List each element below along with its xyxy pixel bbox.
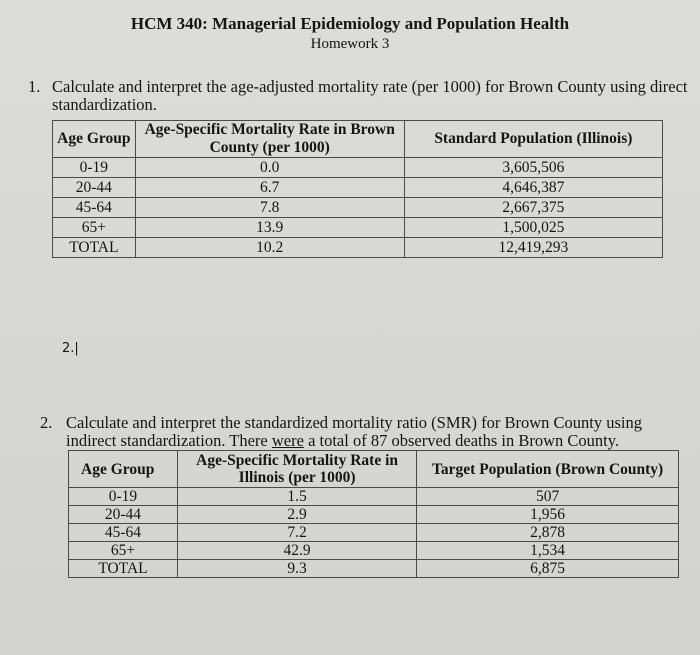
population-cell: 6,875 <box>417 560 679 578</box>
direct-standardization-table <box>52 120 663 258</box>
population-cell: 1,956 <box>417 506 679 524</box>
question-1-text: Calculate and interpret the age-adjusted mortality rate (per 1000) for Brown County using direct standardization. <box>52 77 688 114</box>
population-cell: 12,419,293 <box>404 238 662 258</box>
col-header-age-group: Age Group <box>53 121 136 158</box>
col-header-brown-rate: Age-Specific Mortality Rate in Brown County (per 1000) <box>135 121 404 158</box>
underlined-word: were <box>271 431 304 450</box>
question-2-text-part2: a total of 87 observed deaths in Brown County. <box>303 431 620 450</box>
rate-cell: 7.2 <box>177 524 416 542</box>
col-header-illinois-rate: Age-Specific Mortality Rate in Illinois (per 1000) <box>177 451 416 488</box>
table-row <box>69 524 679 542</box>
question-2-text <box>66 414 691 450</box>
age-group-cell: 65+ <box>69 542 178 560</box>
population-cell: 1,534 <box>417 542 679 560</box>
table-header-row <box>53 121 663 158</box>
age-group-cell: TOTAL <box>53 238 136 258</box>
rate-cell: 0.0 <box>135 158 404 178</box>
question-2-number: 2. <box>40 413 53 432</box>
population-cell: 507 <box>417 488 679 506</box>
population-cell: 2,667,375 <box>404 198 662 218</box>
table-header-row <box>69 451 679 488</box>
document-title: HCM 340: Managerial Epidemiology and Population Health <box>130 14 570 33</box>
col-header-target-pop: Target Population (Brown County) <box>417 451 679 488</box>
age-group-cell: 0-19 <box>53 158 136 178</box>
population-cell: 2,878 <box>417 524 679 542</box>
table-row <box>69 560 679 578</box>
rate-cell: 1.5 <box>177 488 416 506</box>
age-group-cell: 0-19 <box>69 488 178 506</box>
document-subtitle: Homework 3 <box>310 36 390 52</box>
age-group-cell: 65+ <box>53 218 136 238</box>
rate-cell: 9.3 <box>177 560 416 578</box>
table-row <box>53 218 663 238</box>
population-cell: 1,500,025 <box>404 218 662 238</box>
rate-cell: 42.9 <box>177 542 416 560</box>
rate-cell: 2.9 <box>177 506 416 524</box>
rate-cell: 10.2 <box>135 238 404 258</box>
age-group-cell: 45-64 <box>69 524 178 542</box>
question-1-number: 1. <box>28 77 41 96</box>
age-group-cell: 20-44 <box>53 178 136 198</box>
table-row <box>53 198 663 218</box>
population-cell: 3,605,506 <box>404 158 662 178</box>
population-cell: 4,646,387 <box>404 178 662 198</box>
indirect-standardization-table <box>68 450 679 578</box>
rate-cell: 6.7 <box>135 178 404 198</box>
col-header-age-group: Age Group <box>69 451 178 488</box>
table-row <box>53 238 663 258</box>
rate-cell: 7.8 <box>135 198 404 218</box>
age-group-cell: TOTAL <box>69 560 178 578</box>
rate-cell: 13.9 <box>135 218 404 238</box>
col-header-standard-pop: Standard Population (Illinois) <box>404 121 662 158</box>
handwritten-note: 2.| <box>62 341 79 356</box>
table-row <box>53 178 663 198</box>
table-row <box>69 488 679 506</box>
question-2-text-part1: Calculate and interpret the standardized mortality ratio (SMR) for Brown County using indirect standardization. There <box>66 413 642 450</box>
table-row <box>69 542 679 560</box>
age-group-cell: 45-64 <box>53 198 136 218</box>
table-row <box>69 506 679 524</box>
table-row <box>53 158 663 178</box>
age-group-cell: 20-44 <box>69 506 178 524</box>
